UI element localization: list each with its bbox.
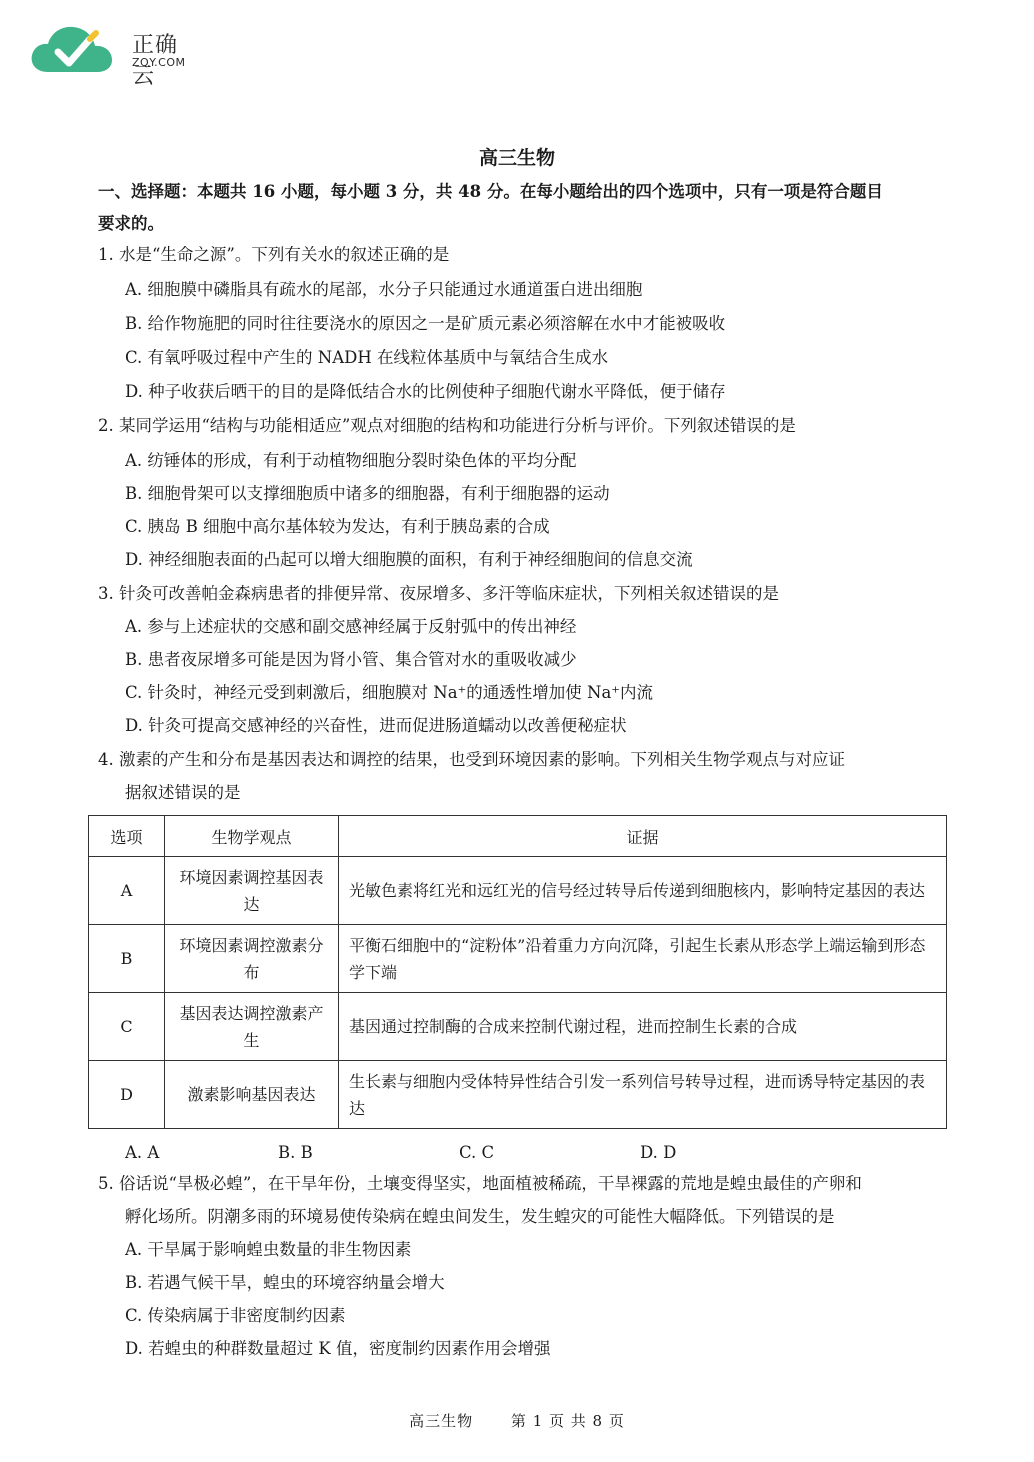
brand-name: 正确云 [132, 33, 179, 89]
table-cell-option: B [89, 925, 165, 993]
question-2-option-b: B. 细胞骨架可以支撑细胞质中诸多的细胞器，有利于细胞器的运动 [125, 484, 610, 503]
question-1-stem: 1. 水是“生命之源”。下列有关水的叙述正确的是 [98, 245, 450, 264]
table-cell-option: C [89, 993, 165, 1061]
footer-page-number: 第 1 页 共 8 页 [510, 1412, 625, 1430]
table-cell-view: 环境因素调控激素分布 [165, 925, 339, 993]
table-cell-option: A [89, 857, 165, 925]
question-2-option-d: D. 神经细胞表面的凸起可以增大细胞膜的面积，有利于神经细胞间的信息交流 [125, 550, 693, 569]
brand-logo [30, 24, 190, 89]
question-5-stem-line2: 孵化场所。阴潮多雨的环境易使传染病在蝗虫间发生，发生蝗灾的可能性大幅降低。下列错误的是 [125, 1207, 835, 1226]
table-cell-option: D [89, 1061, 165, 1129]
question-2-option-c: C. 胰岛 B 细胞中高尔基体较为发达，有利于胰岛素的合成 [125, 517, 550, 536]
table-header-evidence: 证据 [339, 816, 947, 857]
table-cell-view: 基因表达调控激素产生 [165, 993, 339, 1061]
section-header [98, 176, 938, 240]
question-5-stem-line1: 5. 俗话说“旱极必蝗”，在干旱年份，土壤变得坚实，地面植被稀疏，干旱裸露的荒地是蝗虫最佳的产卵和 [98, 1174, 862, 1193]
question-3-option-d: D. 针灸可提高交感神经的兴奋性，进而促进肠道蠕动以改善便秘症状 [125, 716, 627, 735]
table-row [89, 857, 947, 925]
table-cell-evidence: 光敏色素将红光和远红光的信号经过转导后传递到细胞核内，影响特定基因的表达 [339, 857, 947, 925]
section-header-line1: 一、选择题：本题共 16 小题，每小题 3 分，共 48 分。在每小题给出的四个选项中，只有一项是符合题目 [98, 182, 883, 201]
brand-domain: ZQY.COM [132, 56, 186, 69]
question-5-option-a: A. 干旱属于影响蝗虫数量的非生物因素 [125, 1240, 412, 1259]
evidence-table [88, 815, 947, 1129]
table-cell-view: 激素影响基因表达 [165, 1061, 339, 1129]
question-3-option-b: B. 患者夜尿增多可能是因为肾小管、集合管对水的重吸收减少 [125, 650, 577, 669]
table-cell-evidence: 基因通过控制酶的合成来控制代谢过程，进而控制生长素的合成 [339, 993, 947, 1061]
question-4-stem-line1: 4. 激素的产生和分布是基因表达和调控的结果，也受到环境因素的影响。下列相关生物学观点与对应证 [98, 750, 845, 769]
table-header-view: 生物学观点 [165, 816, 339, 857]
table-row [89, 1061, 947, 1129]
question-1-option-d: D. 种子收获后晒干的目的是降低结合水的比例使种子细胞代谢水平降低，便于储存 [125, 382, 726, 401]
question-4-answer-b: B. B [278, 1143, 313, 1162]
table-header-row [89, 816, 947, 857]
table-cell-view: 环境因素调控基因表达 [165, 857, 339, 925]
page-title: 高三生物 [478, 147, 555, 169]
question-1-option-b: B. 给作物施肥的同时往往要浇水的原因之一是矿质元素必须溶解在水中才能被吸收 [125, 314, 726, 333]
question-4-answer-d: D. D [640, 1143, 677, 1162]
question-2-stem: 2. 某同学运用“结构与功能相适应”观点对细胞的结构和功能进行分析与评价。下列叙述错误的是 [98, 416, 796, 435]
question-4-answer-a: A. A [125, 1143, 160, 1162]
question-5-option-b: B. 若遇气候干旱，蝗虫的环境容纳量会增大 [125, 1273, 445, 1292]
question-4-answer-c: C. C [459, 1143, 495, 1162]
table-row [89, 925, 947, 993]
question-3-stem: 3. 针灸可改善帕金森病患者的排便异常、夜尿增多、多汗等临床症状，下列相关叙述错误的是 [98, 584, 779, 603]
question-4-stem-line2: 据叙述错误的是 [125, 783, 241, 802]
table-cell-evidence: 平衡石细胞中的“淀粉体”沿着重力方向沉降，引起生长素从形态学上端运输到形态学下端 [339, 925, 947, 993]
question-2-option-a: A. 纺锤体的形成，有利于动植物细胞分裂时染色体的平均分配 [125, 451, 577, 470]
table-cell-evidence: 生长素与细胞内受体特异性结合引发一系列信号转导过程，进而诱导特定基因的表达 [339, 1061, 947, 1129]
question-1-option-c: C. 有氧呼吸过程中产生的 NADH 在线粒体基质中与氧结合生成水 [125, 348, 608, 367]
footer-subject: 高三生物 [409, 1412, 474, 1430]
question-3-option-a: A. 参与上述症状的交感和副交感神经属于反射弧中的传出神经 [125, 617, 577, 636]
page-footer [0, 1410, 1034, 1431]
question-5-option-d: D. 若蝗虫的种群数量超过 K 值，密度制约因素作用会增强 [125, 1339, 551, 1358]
table-row [89, 993, 947, 1061]
question-3-option-c: C. 针灸时，神经元受到刺激后，细胞膜对 Na⁺的通透性增加使 Na⁺内流 [125, 683, 653, 702]
question-5-option-c: C. 传染病属于非密度制约因素 [125, 1306, 346, 1325]
question-1-option-a: A. 细胞膜中磷脂具有疏水的尾部，水分子只能通过水通道蛋白进出细胞 [125, 280, 643, 299]
section-header-line2: 要求的。 [98, 214, 164, 233]
cloud-check-icon [30, 24, 126, 76]
table-header-option: 选项 [89, 816, 165, 857]
